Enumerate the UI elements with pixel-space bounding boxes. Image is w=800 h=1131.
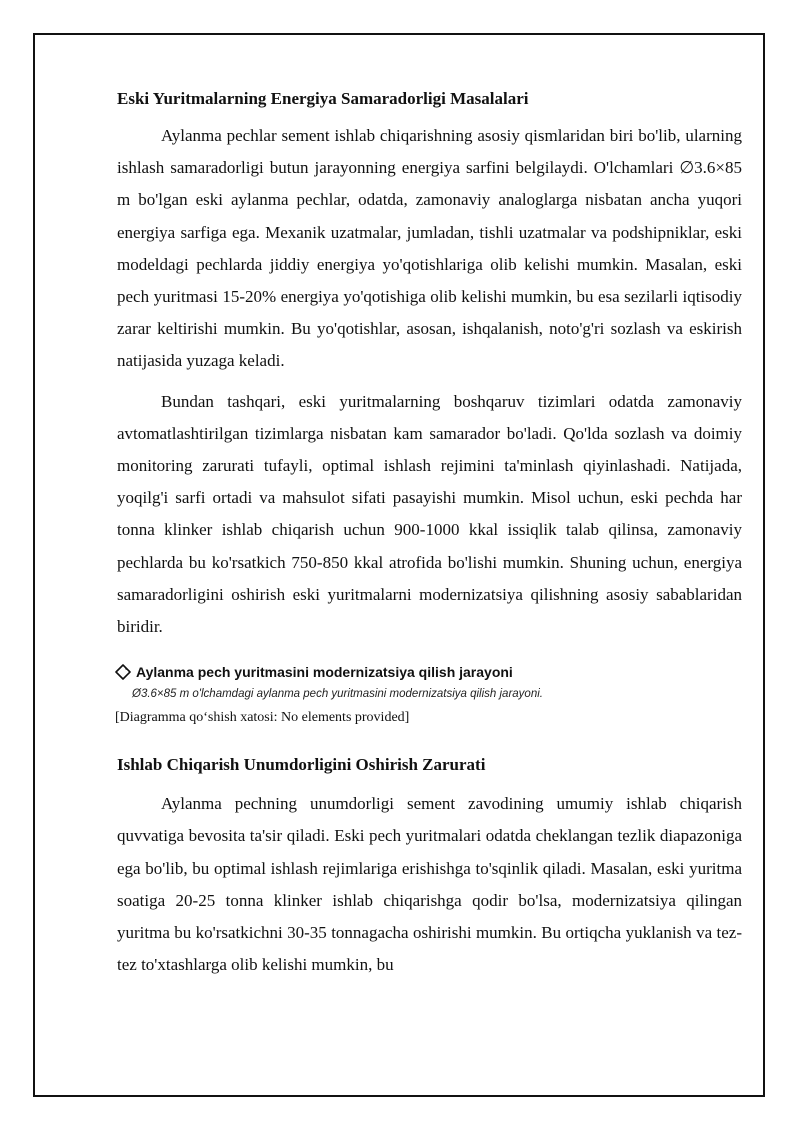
diagram-title bbox=[114, 662, 742, 682]
diagram-caption: Ø3.6×85 m o'lchamdagi aylanma pech yuritmasini modernizatsiya qilish jarayoni. bbox=[132, 688, 543, 701]
section-heading-energy-efficiency: Eski Yuritmalarning Energiya Samaradorligi Masalalari bbox=[117, 89, 529, 108]
diagram-title-text: Aylanma pech yuritmasini modernizatsiya qilish jarayoni bbox=[136, 664, 513, 681]
diagram-error-message: [Diagramma qo‘shish xatosi: No elements provided] bbox=[115, 710, 410, 726]
body-paragraph: Aylanma pechlar sement ishlab chiqarishning asosiy qismlaridan biri bo'lib, ularning ishlash samaradorligi butun jarayonning energiya sarfini belgilaydi. O'lchamlari ∅3.6×85 m bo'lgan eski aylanma pechlar, odatda, zamonaviy analoglarga nisbatan ancha yuqori energiya sarfiga ega. Mexanik uzatmalar, jumladan, tishli uzatmalar va podshipniklar, eski modeldagi pechlarda jiddiy energiya yo'qotishlariga olib kelishi mumkin. Masalan, eski pech yuritmasi 15-20% energiya yo'qotishiga olib kelishi mumkin, bu esa sezilarli iqtisodiy zarar keltirishi mumkin. Bu yo'qotishlar, asosan, ishqalanish, noto'g'ri sozlash va eskirish natijasida yuzaga keladi. bbox=[117, 126, 742, 371]
body-paragraph: Aylanma pechning unumdorligi sement zavodining umumiy ishlab chiqarish quvvatiga bevosita ta'sir qiladi. Eski pech yuritmalari odatda cheklangan tezlik diapazoniga ega bo'lib, bu optimal ishlash rejimlariga erishishga to'sqinlik qiladi. Masalan, eski yuritma soatiga 20-25 tonna klinker ishlab chiqarishga qodir bo'lsa, modernizatsiya qilingan yuritma bu ko'rsatkichni 30-35 tonnagacha oshirishi mumkin. Bu ortiqcha yuklanish va tez-tez to'xtashlarga olib kelishi mumkin, bu bbox=[117, 794, 742, 975]
document-content bbox=[117, 86, 742, 981]
section-heading-productivity: Ishlab Chiqarish Unumdorligini Oshirish Zarurati bbox=[117, 755, 486, 775]
diamond-icon bbox=[114, 663, 132, 681]
body-paragraph: Bundan tashqari, eski yuritmalarning boshqaruv tizimlari odatda zamonaviy avtomatlashtirilgan tizimlarga nisbatan kam samarador bo'ladi. Qo'lda sozlash va doimiy monitoring zarurati tufayli, optimal ishlash rejimini ta'minlash qiyinlashadi. Natijada, yoqilg'i sarfi ortadi va mahsulot sifati pasayishi mumkin. Misol uchun, eski pechda har tonna klinker ishlab chiqarish uchun 900-1000 kkal issiqlik talab qilinsa, zamonaviy pechlarda bu ko'rsatkich 750-850 kkal atrofida bo'lishi mumkin. Shuning uchun, energiya samaradorligini oshirish eski yuritmalarni modernizatsiya qilishning asosiy sabablaridan biridir. bbox=[117, 391, 742, 637]
